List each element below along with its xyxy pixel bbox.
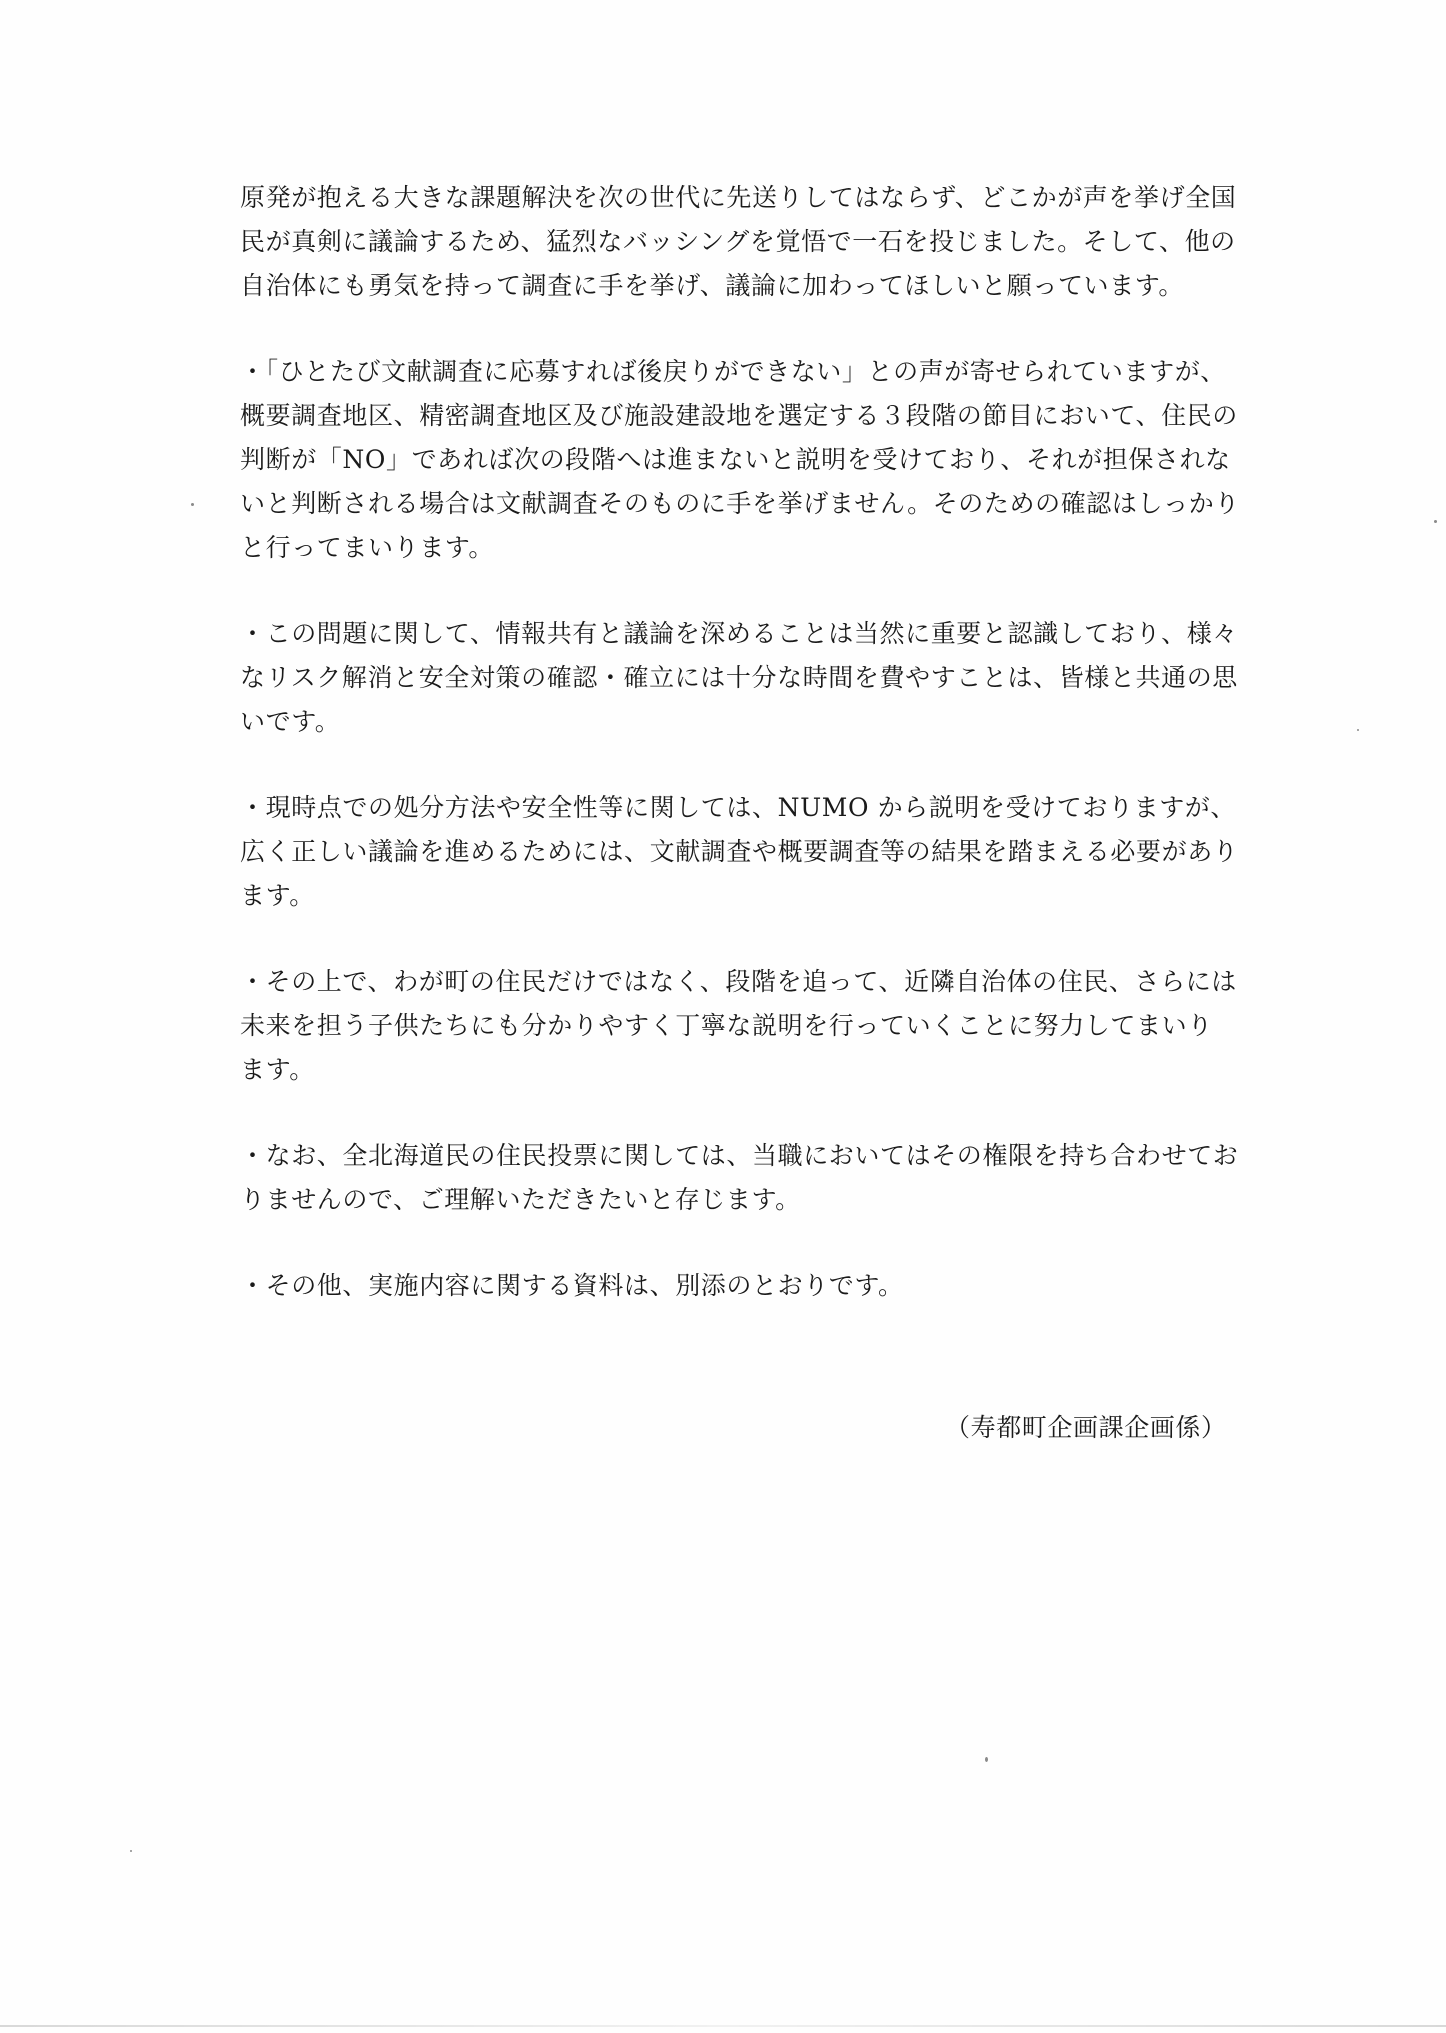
text-line: ・その上で、わが町の住民だけではなく、段階を追って、近隣自治体の住民、さらには [240,967,1237,996]
text-line: なリスク解消と安全対策の確認・確立には十分な時間を費やすことは、皆様と共通の思 [240,663,1238,692]
text-line: 広く正しい議論を進めるためには、文献調査や概要調査等の結果を踏まえる必要があり [240,837,1239,866]
paragraph-6 [240,1134,1239,1222]
paragraph-2 [240,350,1240,570]
scan-speck [1357,729,1359,731]
text-line: 未来を担う子供たちにも分かりやすく丁寧な説明を行っていくことに努力してまいり [240,1011,1213,1040]
scan-speck [1434,520,1437,523]
text-line: ・現時点での処分方法や安全性等に関しては、NUMO から説明を受けておりますが、 [240,793,1236,822]
scan-speck [191,503,194,506]
text-line: 自治体にも勇気を持って調査に手を挙げ、議論に加わってほしいと願っています。 [240,271,1184,300]
scan-speck [130,1850,132,1852]
text-line: 判断が「NO」であれば次の段階へは進まないと説明を受けており、それが担保されな [240,445,1231,474]
text-line: ・その他、実施内容に関する資料は、別添のとおりです。 [240,1271,904,1300]
paragraph-7 [240,1264,1224,1308]
text-line: ・「ひとたび文献調査に応募すれば後戻りができない」との声が寄せられていますが、 [240,357,1226,386]
paragraph-3 [240,612,1238,744]
paragraph-5 [240,960,1237,1092]
text-line: ・なお、全北海道民の住民投票に関しては、当職においてはその権限を持ち合わせてお [240,1141,1239,1170]
text-line: りませんので、ご理解いただきたいと存じます。 [240,1185,801,1214]
text-line: 民が真剣に議論するため、猛烈なバッシングを覚悟で一石を投じました。そして、他の [240,227,1236,256]
scan-edge-line [0,2025,1446,2027]
text-line: 原発が抱える大きな課題解決を次の世代に先送りしてはならず、どこかが声を挙げ全国 [240,183,1237,212]
scan-speck [985,1757,988,1762]
signature-department: （寿都町企画課企画係） [945,1413,1227,1442]
text-line: と行ってまいります。 [240,533,495,562]
text-line: ます。 [240,1055,315,1084]
document-body [240,176,1240,1308]
paragraph-1 [240,176,1237,308]
text-line: ます。 [240,881,315,910]
text-line: いです。 [240,707,341,736]
text-line: ・この問題に関して、情報共有と議論を深めることは当然に重要と認識しており、様々 [240,619,1238,648]
paragraph-4 [240,786,1239,918]
text-line: いと判断される場合は文献調査そのものに手を挙げません。そのための確認はしっかり [240,489,1240,518]
text-line: 概要調査地区、精密調査地区及び施設建設地を選定する３段階の節目において、住民の [240,401,1238,430]
